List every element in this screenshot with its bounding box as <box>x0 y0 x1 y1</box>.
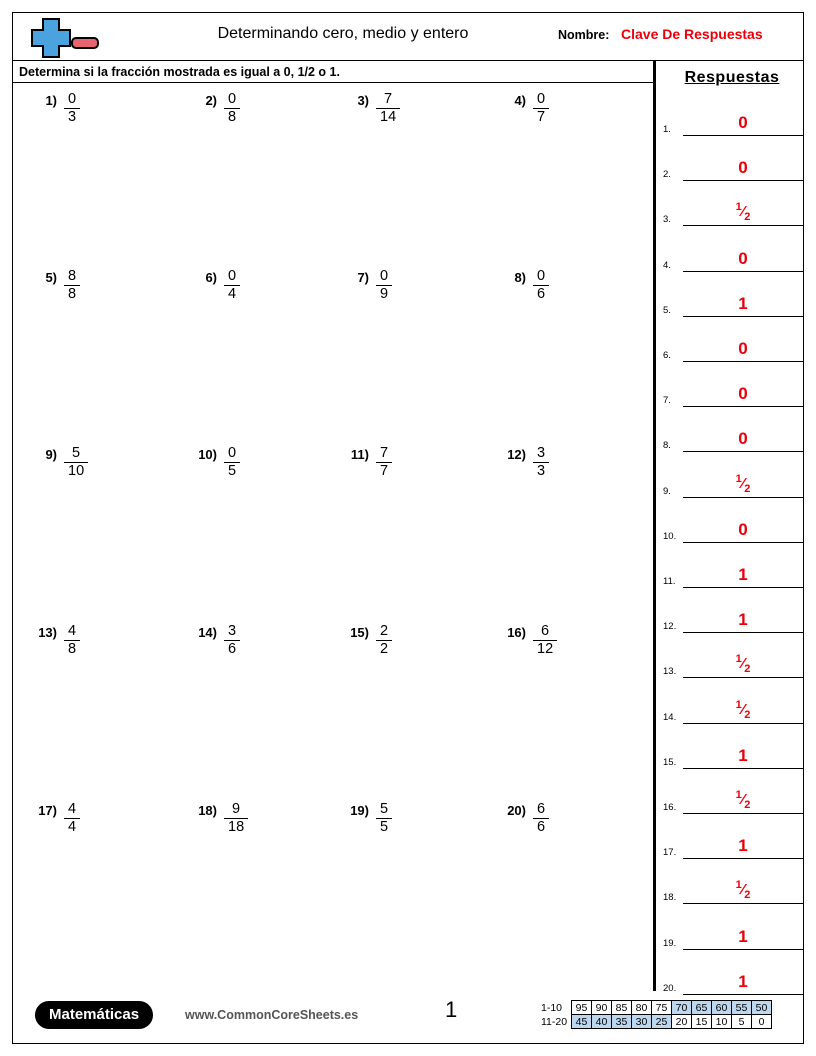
problem-item <box>191 445 240 480</box>
answer-row <box>663 185 803 226</box>
problem-item <box>191 623 240 658</box>
score-cell: 0 <box>752 1015 772 1029</box>
problem-item <box>343 801 392 836</box>
score-cell: 50 <box>752 1001 772 1015</box>
answer-value: 0 <box>738 519 748 539</box>
answer-line <box>683 225 803 226</box>
answer-value: 0 <box>738 339 748 358</box>
fraction-denominator: 5 <box>224 462 240 480</box>
fraction <box>376 623 392 658</box>
problems-grid <box>13 83 653 991</box>
problem-item <box>500 445 549 480</box>
fraction-numerator: 0 <box>228 445 237 461</box>
fraction <box>533 801 549 836</box>
problem-item <box>343 91 400 126</box>
problem-item <box>191 801 248 836</box>
fraction <box>224 623 240 658</box>
answer-value: 1 <box>738 565 748 584</box>
answer-row <box>663 95 803 136</box>
answer-index: 11. <box>663 576 676 587</box>
answer-row <box>663 683 803 724</box>
problem-item <box>343 623 392 658</box>
fraction-numerator: 6 <box>537 801 546 817</box>
answer-line <box>683 497 803 498</box>
page-header <box>13 13 803 61</box>
problem-number: 14) <box>198 625 217 640</box>
answer-line <box>683 813 803 814</box>
score-cell: 95 <box>572 1001 592 1015</box>
fraction <box>533 623 557 658</box>
fraction-denominator: 18 <box>224 818 248 836</box>
fraction-denominator: 6 <box>533 285 549 303</box>
answer-index: 15. <box>663 756 677 768</box>
answer-value: 0 <box>738 429 748 449</box>
problem-number: 17) <box>38 803 57 818</box>
answer-row <box>663 728 803 769</box>
fraction-numerator: 2 <box>380 623 389 639</box>
answer-index: 17. <box>663 847 677 859</box>
answer-value: $^1⁄_2$ <box>735 201 751 224</box>
fraction <box>224 801 248 836</box>
answer-row <box>663 366 803 407</box>
problem-item <box>31 268 80 303</box>
problem-item <box>500 268 549 303</box>
score-cell: 80 <box>632 1001 652 1015</box>
answer-value: 1 <box>738 926 748 946</box>
problem-item <box>500 91 549 126</box>
answer-line <box>683 361 803 362</box>
answer-line <box>683 406 803 407</box>
fraction-denominator: 4 <box>224 285 240 303</box>
score-row <box>541 1015 772 1029</box>
answer-value: 1 <box>738 610 748 630</box>
score-cell: 15 <box>692 1015 712 1029</box>
fraction <box>376 268 392 303</box>
problem-number: 12) <box>507 447 526 462</box>
answer-value: 0 <box>738 248 748 268</box>
answer-line <box>683 903 803 904</box>
answer-line <box>683 723 803 724</box>
answer-index: 3. <box>663 214 671 226</box>
answer-row <box>663 457 803 498</box>
page-number: 1 <box>445 997 458 1022</box>
problem-item <box>343 445 392 480</box>
fraction-numerator: 0 <box>537 268 546 284</box>
fraction-numerator: 6 <box>541 623 550 639</box>
answer-value: 0 <box>738 384 748 404</box>
answer-line <box>683 271 803 272</box>
fraction-numerator: 4 <box>68 801 77 817</box>
fraction-denominator: 7 <box>376 462 392 480</box>
fraction-denominator: 7 <box>533 108 549 126</box>
answer-index: 10. <box>663 530 677 542</box>
website-url: www.CommonCoreSheets.es <box>185 1008 359 1022</box>
problem-number: 18) <box>198 803 217 818</box>
answer-line <box>683 451 803 452</box>
fraction <box>64 91 80 126</box>
fraction-numerator: 0 <box>228 91 237 107</box>
fraction <box>64 268 80 303</box>
fraction-numerator: 3 <box>537 445 546 461</box>
problem-number: 2) <box>205 93 217 108</box>
fraction <box>64 623 80 658</box>
answer-line <box>683 768 803 769</box>
fraction-numerator: 9 <box>232 801 241 817</box>
answer-index: 8. <box>663 440 671 452</box>
fraction <box>376 91 400 126</box>
answer-index: 12. <box>663 621 677 633</box>
problem-item <box>31 445 88 480</box>
answer-index: 16. <box>663 802 677 813</box>
problem-number: 3) <box>357 93 369 108</box>
fraction <box>533 445 549 480</box>
fraction-denominator: 8 <box>64 285 80 303</box>
answer-value: 1 <box>738 745 748 765</box>
fraction <box>533 268 549 303</box>
fraction-numerator: 7 <box>384 91 393 107</box>
problem-number: 20) <box>507 803 526 818</box>
answer-value: 1 <box>738 293 748 313</box>
fraction <box>376 445 392 480</box>
answer-row <box>663 547 803 588</box>
fraction-denominator: 5 <box>376 818 392 836</box>
answer-row <box>663 863 803 904</box>
score-table <box>541 1000 772 1029</box>
answer-index: 14. <box>663 711 677 723</box>
score-cell: 45 <box>572 1015 592 1029</box>
answer-index: 19. <box>663 937 677 949</box>
problem-number: 7) <box>357 270 369 285</box>
score-cell: 30 <box>632 1015 652 1029</box>
answer-value: $^1⁄_2$ <box>735 698 751 721</box>
problem-number: 15) <box>350 625 369 640</box>
answer-key-column <box>661 63 803 994</box>
fraction-denominator: 10 <box>64 462 88 480</box>
problem-item <box>31 801 80 836</box>
fraction <box>64 801 80 836</box>
math-cross-icon <box>17 16 109 58</box>
fraction-denominator: 9 <box>376 285 392 303</box>
answer-value: 1 <box>738 971 748 991</box>
answers-title: Respuestas <box>684 69 780 86</box>
problem-number: 4) <box>514 93 526 108</box>
fraction-denominator: 8 <box>64 640 80 658</box>
fraction-denominator: 8 <box>224 108 240 126</box>
answer-line <box>683 180 803 181</box>
name-label: Nombre: <box>558 28 610 42</box>
page-footer <box>13 991 803 1044</box>
answer-index: 7. <box>663 395 671 407</box>
fraction-numerator: 0 <box>380 268 389 284</box>
fraction-numerator: 0 <box>228 268 237 284</box>
answer-row <box>663 909 803 950</box>
answer-row <box>663 276 803 317</box>
score-cell: 25 <box>652 1015 672 1029</box>
fraction <box>224 268 240 303</box>
problem-number: 19) <box>350 803 369 818</box>
problem-number: 11) <box>350 447 369 462</box>
answer-value: $^1⁄_2$ <box>735 653 751 676</box>
score-cell: 85 <box>612 1001 632 1015</box>
score-row-label: 1-10 <box>541 1001 563 1014</box>
answer-line <box>683 632 803 633</box>
score-row <box>541 1001 772 1015</box>
fraction-numerator: 0 <box>68 91 77 107</box>
problem-item <box>191 268 240 303</box>
fraction <box>224 91 240 126</box>
answer-index: 18. <box>663 892 677 904</box>
answer-value: 0 <box>738 113 748 132</box>
score-cell: 20 <box>672 1015 692 1029</box>
score-cell: 75 <box>652 1001 672 1015</box>
answer-row <box>663 321 803 362</box>
fraction-denominator: 6 <box>224 640 240 658</box>
fraction-denominator: 14 <box>376 108 400 126</box>
answer-index: 4. <box>663 259 671 271</box>
problem-number: 9) <box>45 447 57 462</box>
problem-number: 10) <box>198 447 217 462</box>
fraction-numerator: 8 <box>68 268 77 284</box>
answer-index: 20. <box>663 982 677 994</box>
problem-number: 5) <box>45 270 57 285</box>
answer-index: 6. <box>663 350 671 361</box>
problem-item <box>343 268 392 303</box>
answer-line <box>683 677 803 678</box>
fraction-denominator: 3 <box>533 462 549 480</box>
problem-number: 13) <box>38 625 57 640</box>
answer-line <box>683 858 803 859</box>
answer-value: $^1⁄_2$ <box>735 472 751 495</box>
answer-value: $^1⁄_2$ <box>735 789 751 811</box>
problem-item <box>191 91 240 126</box>
score-cell: 55 <box>732 1001 752 1015</box>
answer-row <box>663 231 803 272</box>
answer-row <box>663 411 803 452</box>
answer-line <box>683 949 803 950</box>
column-divider <box>653 61 656 991</box>
fraction <box>533 91 549 126</box>
answer-index: 9. <box>663 485 671 497</box>
fraction-denominator: 4 <box>64 818 80 836</box>
problem-item <box>31 623 80 658</box>
answer-row <box>663 818 803 859</box>
score-cell: 40 <box>592 1015 612 1029</box>
score-cell: 35 <box>612 1015 632 1029</box>
name-value: Clave De Respuestas <box>621 26 763 42</box>
fraction-denominator: 12 <box>533 640 557 658</box>
fraction <box>224 445 240 480</box>
answer-row <box>663 954 803 995</box>
problem-item <box>500 623 557 658</box>
score-cell: 90 <box>592 1001 612 1015</box>
fraction-denominator: 3 <box>64 108 80 126</box>
worksheet-page <box>12 12 804 1044</box>
problem-number: 16) <box>507 625 526 640</box>
instruction-text: Determina si la fracción mostrada es igual a 0, 1/2 o 1. <box>13 61 653 83</box>
problem-number: 1) <box>45 93 57 108</box>
answer-line <box>683 542 803 543</box>
fraction-denominator: 2 <box>376 640 392 658</box>
answer-value: 0 <box>738 158 748 178</box>
answer-row <box>663 773 803 814</box>
answer-index: 13. <box>663 666 677 678</box>
answer-value: 1 <box>738 836 748 856</box>
fraction <box>376 801 392 836</box>
answer-line <box>683 587 803 588</box>
answer-line <box>683 135 803 136</box>
answer-row <box>663 637 803 678</box>
answer-index: 5. <box>663 304 671 316</box>
fraction-numerator: 5 <box>380 801 389 817</box>
score-cell: 65 <box>692 1001 712 1015</box>
subject-badge: Matemáticas <box>35 1001 153 1029</box>
page-title: Determinando cero, medio y entero <box>217 25 469 42</box>
answer-row <box>663 592 803 633</box>
fraction-numerator: 0 <box>537 91 546 107</box>
fraction-numerator: 5 <box>72 445 81 461</box>
score-cell: 5 <box>732 1015 752 1029</box>
score-cell: 10 <box>712 1015 732 1029</box>
fraction-numerator: 4 <box>68 623 77 639</box>
problem-item <box>500 801 549 836</box>
answer-value: $^1⁄_2$ <box>735 879 751 902</box>
answer-row <box>663 140 803 181</box>
problem-item <box>31 91 80 126</box>
fraction <box>64 445 88 480</box>
problem-number: 8) <box>514 270 526 285</box>
score-row-label: 11-20 <box>541 1015 568 1028</box>
score-cell: 70 <box>672 1001 692 1015</box>
score-cell: 60 <box>712 1001 732 1015</box>
problem-number: 6) <box>205 270 217 285</box>
answer-index: 2. <box>663 169 671 181</box>
fraction-numerator: 3 <box>228 623 237 639</box>
answer-index: 1. <box>663 124 671 135</box>
answer-row <box>663 502 803 543</box>
fraction-numerator: 7 <box>380 445 389 461</box>
fraction-denominator: 6 <box>533 818 549 836</box>
answer-line <box>683 316 803 317</box>
